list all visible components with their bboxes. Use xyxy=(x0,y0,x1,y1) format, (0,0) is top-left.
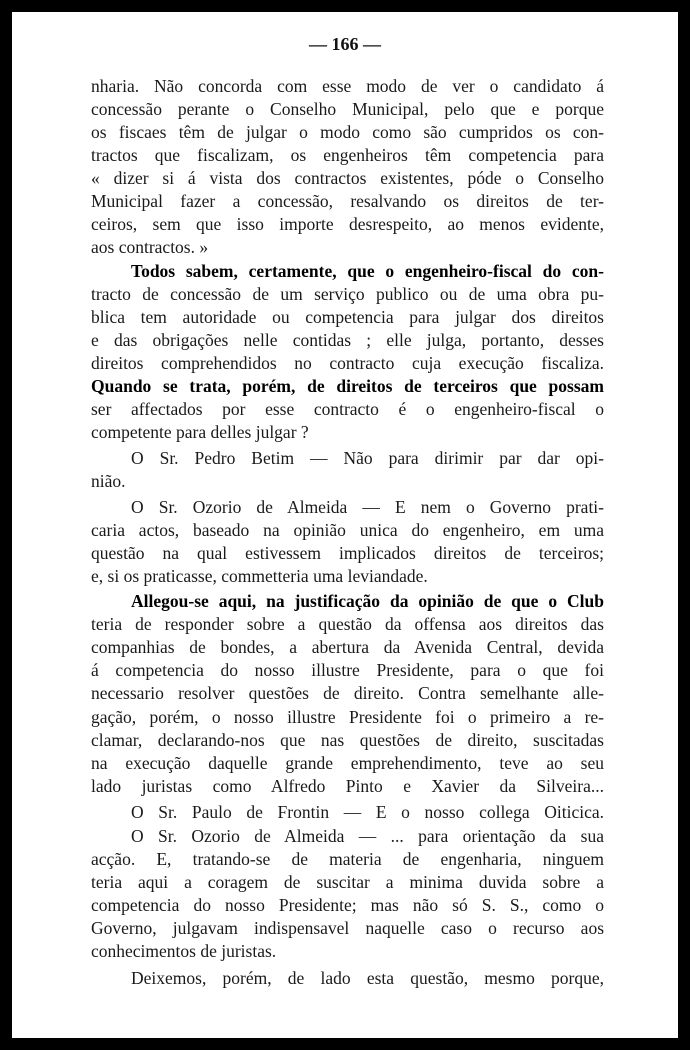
speaker-line: O Sr. Pedro Betim — Não para dirimir par dar opi- xyxy=(131,448,604,468)
text-line: Quando se trata, porém, de direitos de terceiros que possam xyxy=(91,376,604,396)
text-line: Municipal fazer a concessão, resalvando os direitos de ter- xyxy=(91,191,604,211)
text-line: ceiros, sem que isso importe desrespeito, ao menos evidente, xyxy=(91,214,604,234)
text-line: « dizer si á vista dos contractos existentes, póde o Conselho xyxy=(91,168,604,188)
text-line: tracto de concessão de um serviço publico ou de uma obra pu- xyxy=(91,284,604,304)
text-line: lado juristas como Alfredo Pinto e Xavier da Silveira... xyxy=(91,776,604,796)
text-line: competente para delles julgar ? xyxy=(91,422,309,442)
text-line: nharia. Não concorda com esse modo de ver o candidato á xyxy=(91,76,604,96)
text-line: caria actos, baseado na opinião unica do engenheiro, em uma xyxy=(91,520,604,540)
text-line: teria aqui a coragem de suscitar a minima duvida sobre a xyxy=(91,872,604,892)
paragraph-start-line: Todos sabem, certamente, que o engenheiro-fiscal do con- xyxy=(131,261,604,281)
text-line: aos contractos. » xyxy=(91,237,209,257)
paragraph-start-line: Deixemos, porém, de lado esta questão, mesmo porque, xyxy=(131,968,604,988)
text-line: competencia do nosso Presidente; mas não só S. S., como o xyxy=(91,895,604,915)
text-line: necessario resolver questões de direito. Contra semelhante alle- xyxy=(91,683,604,703)
text-line: tractos que fiscalizam, os engenheiros têm competencia para xyxy=(91,145,604,165)
text-line: gação, porém, o nosso illustre Presidente foi o primeiro a re- xyxy=(91,707,604,727)
text-line: direitos comprehendidos no contracto cuja execução fiscaliza. xyxy=(91,353,604,373)
text-line: conhecimentos de juristas. xyxy=(91,941,277,961)
page-number: — 166 — xyxy=(309,34,381,54)
text-line: ser affectados por esse contracto é o engenheiro-fiscal o xyxy=(91,399,604,419)
paragraph-start-line: Allegou-se aqui, na justificação da opinião de que o Club xyxy=(131,591,604,611)
text-line: clamar, declarando-nos que nas questões de direito, suscitadas xyxy=(91,730,604,750)
text-line: concessão perante o Conselho Municipal, pelo que e porque xyxy=(91,99,604,119)
document-page xyxy=(12,12,678,1038)
text-line: blica tem autoridade ou competencia para julgar dos direitos xyxy=(91,307,604,327)
text-line: questão na qual estivessem implicados direitos de terceiros; xyxy=(91,543,604,563)
text-line: teria de responder sobre a questão da offensa aos direitos das xyxy=(91,614,604,634)
text-line: e das obrigações nelle contidas ; elle julga, portanto, desses xyxy=(91,330,604,350)
text-line: acção. E, tratando-se de materia de engenharia, ninguem xyxy=(91,849,604,869)
text-line: nião. xyxy=(91,471,126,491)
speaker-line: O Sr. Ozorio de Almeida — E nem o Governo prati- xyxy=(131,497,604,517)
speaker-line: O Sr. Paulo de Frontin — E o nosso collega Oiticica. xyxy=(131,802,604,822)
text-line: á competencia do nosso illustre Presidente, para o que foi xyxy=(91,660,604,680)
speaker-line: O Sr. Ozorio de Almeida — ... para orientação da sua xyxy=(131,826,604,846)
text-line: companhias de bondes, a abertura da Avenida Central, devida xyxy=(91,637,604,657)
text-line: Governo, julgavam indispensavel naquelle caso o recurso aos xyxy=(91,918,604,938)
text-line: os fiscaes têm de julgar o modo como são cumpridos os con- xyxy=(91,122,604,142)
text-line: e, si os praticasse, commetteria uma leviandade. xyxy=(91,566,428,586)
text-line: na execução daquelle grande emprehendimento, teve ao seu xyxy=(91,753,604,773)
